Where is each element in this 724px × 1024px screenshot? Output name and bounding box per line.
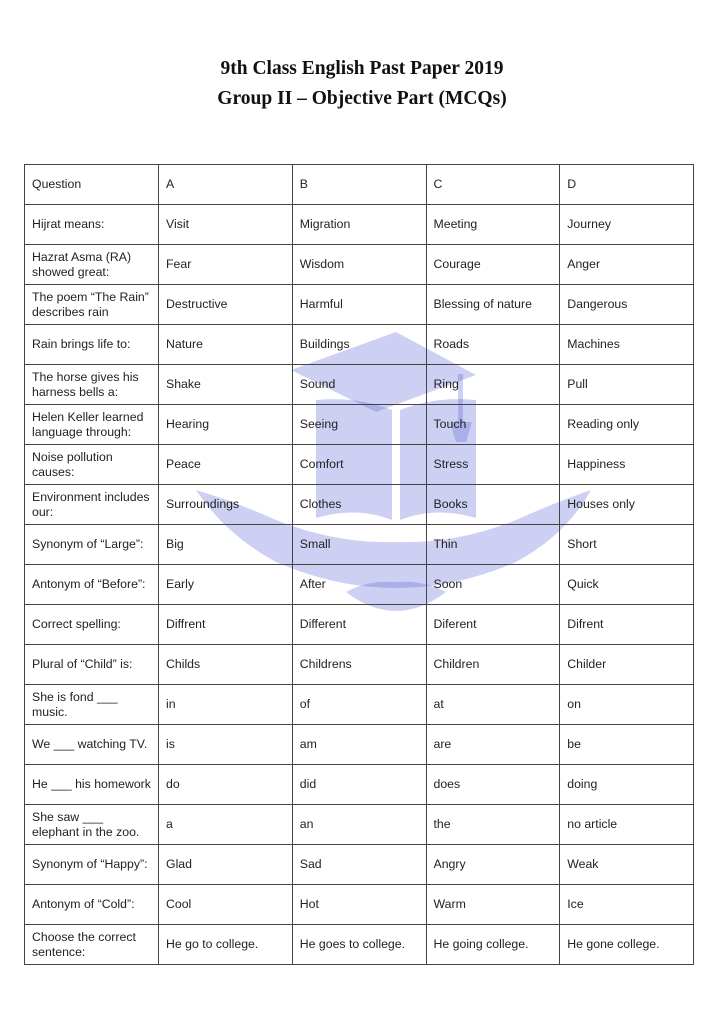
option-d-cell: He gone college. [560, 925, 694, 965]
table-row [25, 325, 694, 365]
question-cell: The poem “The Rain” describes rain [25, 285, 159, 325]
question-cell: Rain brings life to: [25, 325, 159, 365]
option-c-cell: are [426, 725, 560, 765]
option-b-cell: Clothes [292, 485, 426, 525]
table-row [25, 845, 694, 885]
table-row [25, 525, 694, 565]
option-c-cell: Touch [426, 405, 560, 445]
option-a-cell: Peace [159, 445, 293, 485]
table-row [25, 245, 694, 285]
option-d-cell: Weak [560, 845, 694, 885]
option-d-cell: doing [560, 765, 694, 805]
table-row [25, 645, 694, 685]
option-c-cell: Blessing of nature [426, 285, 560, 325]
option-a-cell: in [159, 685, 293, 725]
option-d-cell: Pull [560, 365, 694, 405]
option-a-cell: Glad [159, 845, 293, 885]
question-cell: Hazrat Asma (RA) showed great: [25, 245, 159, 285]
option-b-cell: Sound [292, 365, 426, 405]
table-row [25, 725, 694, 765]
option-b-cell: Harmful [292, 285, 426, 325]
option-d-cell: Difrent [560, 605, 694, 645]
question-cell: Noise pollution causes: [25, 445, 159, 485]
option-d-cell: be [560, 725, 694, 765]
option-d-cell: no article [560, 805, 694, 845]
question-cell: Environment includes our: [25, 485, 159, 525]
question-cell: We ___ watching TV. [25, 725, 159, 765]
option-d-cell: Happiness [560, 445, 694, 485]
option-b-cell: did [292, 765, 426, 805]
option-c-cell: Soon [426, 565, 560, 605]
option-b-cell: Childrens [292, 645, 426, 685]
question-cell: Antonym of “Cold”: [25, 885, 159, 925]
option-a-cell: Hearing [159, 405, 293, 445]
option-a-cell: He go to college. [159, 925, 293, 965]
question-cell: Synonym of “Large”: [25, 525, 159, 565]
option-d-cell: Childer [560, 645, 694, 685]
option-d-cell: Dangerous [560, 285, 694, 325]
option-a-cell: Fear [159, 245, 293, 285]
page-subtitle: Group II – Objective Part (MCQs) [217, 88, 507, 109]
question-cell: Plural of “Child” is: [25, 645, 159, 685]
table-row [25, 765, 694, 805]
option-c-cell: Diferent [426, 605, 560, 645]
table-row [25, 485, 694, 525]
table-row [25, 885, 694, 925]
option-c-cell: Thin [426, 525, 560, 565]
option-c-cell: Angry [426, 845, 560, 885]
option-c-cell: Ring [426, 365, 560, 405]
option-a-cell: Big [159, 525, 293, 565]
option-a-cell: Destructive [159, 285, 293, 325]
table-header-row [25, 165, 694, 205]
option-b-cell: am [292, 725, 426, 765]
header-option-b: B [292, 165, 426, 205]
option-b-cell: Seeing [292, 405, 426, 445]
option-b-cell: Migration [292, 205, 426, 245]
header-option-c: C [426, 165, 560, 205]
option-d-cell: on [560, 685, 694, 725]
option-c-cell: He going college. [426, 925, 560, 965]
table-row [25, 925, 694, 965]
option-a-cell: Nature [159, 325, 293, 365]
option-a-cell: do [159, 765, 293, 805]
option-a-cell: Shake [159, 365, 293, 405]
option-a-cell: Visit [159, 205, 293, 245]
header-option-a: A [159, 165, 293, 205]
option-a-cell: Cool [159, 885, 293, 925]
page-title: 9th Class English Past Paper 2019 [220, 58, 504, 79]
option-d-cell: Ice [560, 885, 694, 925]
question-cell: The horse gives his harness bells a: [25, 365, 159, 405]
option-b-cell: Hot [292, 885, 426, 925]
option-b-cell: He goes to college. [292, 925, 426, 965]
question-cell: Synonym of “Happy”: [25, 845, 159, 885]
table-row [25, 205, 694, 245]
option-c-cell: does [426, 765, 560, 805]
table-row [25, 285, 694, 325]
option-b-cell: Buildings [292, 325, 426, 365]
option-c-cell: Children [426, 645, 560, 685]
table-row [25, 365, 694, 405]
option-b-cell: Comfort [292, 445, 426, 485]
option-a-cell: Early [159, 565, 293, 605]
table-row [25, 605, 694, 645]
option-c-cell: Meeting [426, 205, 560, 245]
table-row [25, 685, 694, 725]
option-d-cell: Quick [560, 565, 694, 605]
question-cell: She saw ___ elephant in the zoo. [25, 805, 159, 845]
option-b-cell: Different [292, 605, 426, 645]
header-question: Question [25, 165, 159, 205]
table-row [25, 565, 694, 605]
option-b-cell: an [292, 805, 426, 845]
table-row [25, 805, 694, 845]
question-cell: He ___ his homework [25, 765, 159, 805]
option-c-cell: Books [426, 485, 560, 525]
option-b-cell: Wisdom [292, 245, 426, 285]
table-row [25, 445, 694, 485]
table-row [25, 405, 694, 445]
option-b-cell: Sad [292, 845, 426, 885]
option-c-cell: Warm [426, 885, 560, 925]
question-cell: Helen Keller learned language through: [25, 405, 159, 445]
option-a-cell: is [159, 725, 293, 765]
option-c-cell: Courage [426, 245, 560, 285]
option-c-cell: Roads [426, 325, 560, 365]
option-a-cell: Childs [159, 645, 293, 685]
header-option-d: D [560, 165, 694, 205]
question-cell: Correct spelling: [25, 605, 159, 645]
mcq-table-body [25, 165, 694, 965]
option-b-cell: of [292, 685, 426, 725]
question-cell: Choose the correct sentence: [25, 925, 159, 965]
option-d-cell: Reading only [560, 405, 694, 445]
option-d-cell: Journey [560, 205, 694, 245]
option-a-cell: Diffrent [159, 605, 293, 645]
option-c-cell: Stress [426, 445, 560, 485]
option-c-cell: at [426, 685, 560, 725]
option-d-cell: Anger [560, 245, 694, 285]
option-d-cell: Short [560, 525, 694, 565]
option-d-cell: Houses only [560, 485, 694, 525]
option-a-cell: a [159, 805, 293, 845]
option-c-cell: the [426, 805, 560, 845]
question-cell: She is fond ___ music. [25, 685, 159, 725]
mcq-table [24, 164, 694, 965]
question-cell: Hijrat means: [25, 205, 159, 245]
option-b-cell: After [292, 565, 426, 605]
option-b-cell: Small [292, 525, 426, 565]
option-d-cell: Machines [560, 325, 694, 365]
option-a-cell: Surroundings [159, 485, 293, 525]
question-cell: Antonym of “Before”: [25, 565, 159, 605]
